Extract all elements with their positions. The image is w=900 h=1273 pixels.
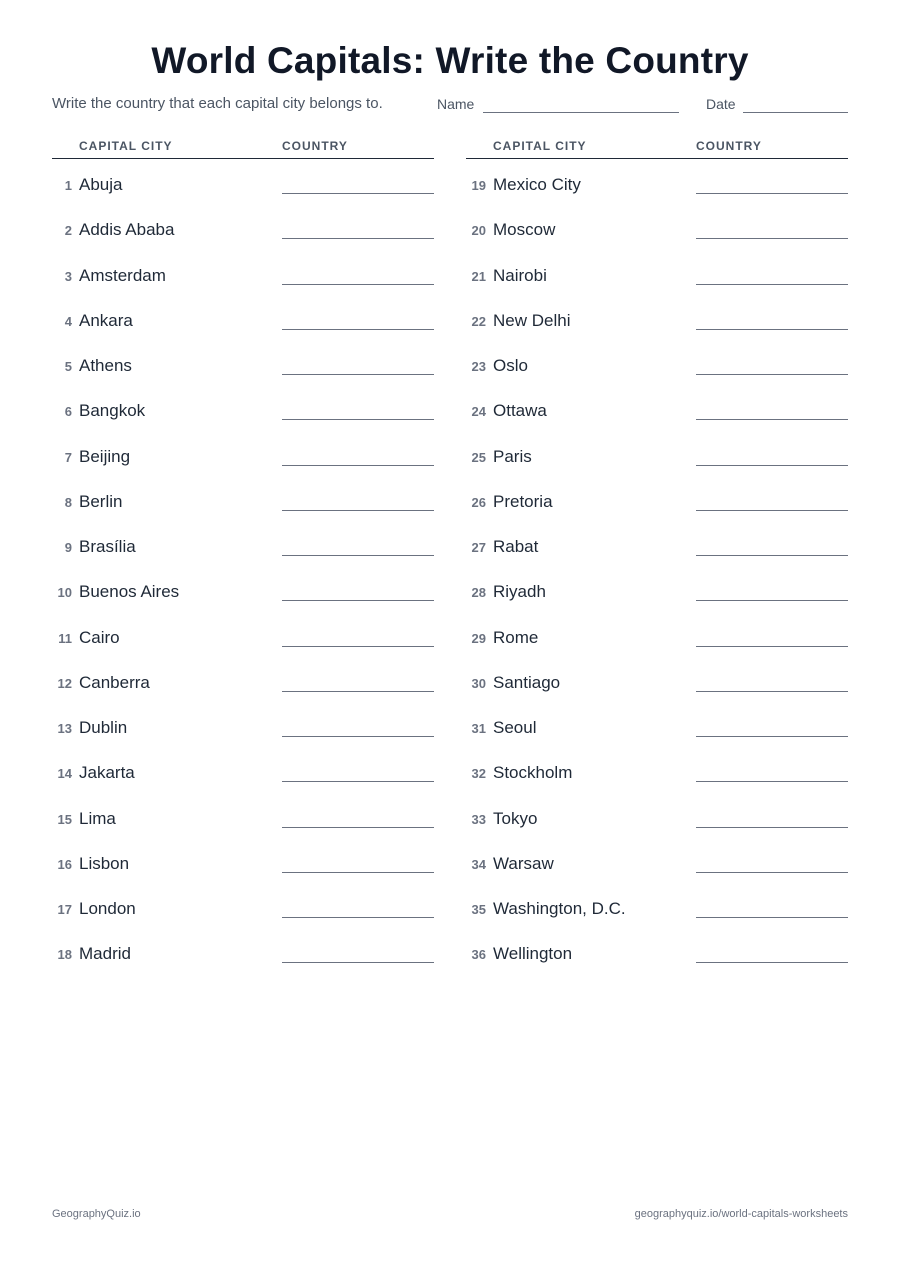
item-number: 22 [471,313,486,329]
item-number: 28 [471,585,486,601]
worksheet-row [52,566,434,611]
worksheet-row [52,747,434,792]
capital-city: Tokyo [493,808,538,828]
capital-city: Wellington [493,944,573,964]
country-header: COUNTRY [696,139,762,153]
capital-city: Nairobi [493,265,547,285]
page-title: World Capitals: Write the Country [151,40,749,81]
item-number: 26 [471,494,486,510]
country-answer-line[interactable] [696,691,848,692]
right-rows [466,159,848,974]
worksheet-row [52,883,434,928]
worksheet-row [52,204,434,249]
country-answer-line[interactable] [282,284,434,285]
capital-city: Ankara [79,310,133,330]
item-number: 11 [58,630,72,646]
capital-city: Moscow [493,220,556,240]
worksheet-row [466,702,848,747]
country-answer-line[interactable] [282,600,434,601]
worksheet-row [466,385,848,430]
country-answer-line[interactable] [696,736,848,737]
country-answer-line[interactable] [696,419,848,420]
worksheet-row [466,793,848,838]
item-number: 36 [471,947,486,963]
item-number: 13 [57,721,72,736]
item-number: 2 [64,223,72,239]
capital-city: Bangkok [79,401,146,421]
country-answer-line[interactable] [282,193,434,194]
worksheet-row [52,702,434,747]
capital-city-header: CAPITAL CITY [493,139,587,153]
item-number: 25 [471,449,486,465]
worksheet-row [466,204,848,249]
worksheet-row [52,159,434,204]
item-number: 35 [471,902,486,917]
capital-city: New Delhi [493,310,571,330]
item-number: 33 [471,811,486,827]
country-answer-line[interactable] [696,374,848,375]
item-number: 17 [57,902,72,917]
capital-city-header: CAPITAL CITY [79,139,173,153]
capital-city: Lisbon [79,853,130,873]
item-number: 34 [471,856,486,872]
item-number: 5 [64,359,72,374]
worksheet-row [52,838,434,883]
item-number: 32 [471,766,486,782]
capital-city: Rome [493,627,539,647]
worksheet-row [52,340,434,385]
country-answer-line[interactable] [282,736,434,737]
item-number: 7 [64,449,72,465]
right-column-header [466,138,848,159]
country-answer-line[interactable] [282,329,434,330]
item-number: 30 [471,675,486,691]
country-answer-line[interactable] [696,872,848,873]
country-header: COUNTRY [282,139,348,153]
item-number: 31 [471,721,486,736]
worksheet-row [466,250,848,295]
capital-city: Washington, D.C. [493,899,626,918]
item-number: 14 [57,766,72,782]
date-field-line[interactable] [743,112,848,113]
country-answer-line[interactable] [696,781,848,782]
capital-city: Buenos Aires [79,582,180,602]
capital-city: Rabat [493,537,539,556]
item-number: 19 [471,178,486,193]
item-number: 27 [471,540,486,555]
left-column [52,138,434,974]
worksheet-row [52,385,434,430]
capital-city: Warsaw [493,853,554,873]
capital-city: Jakarta [79,763,135,783]
worksheet-row [466,295,848,340]
worksheet-row [466,521,848,566]
item-number: 8 [64,494,72,510]
capital-city: Athens [79,356,132,375]
footer-brand: GeographyQuiz.io [52,1208,141,1220]
worksheet-row [466,566,848,611]
country-answer-line[interactable] [282,962,434,963]
country-answer-line[interactable] [696,284,848,285]
item-number: 1 [64,178,72,193]
worksheet-row [466,838,848,883]
worksheet-row [466,612,848,657]
country-answer-line[interactable] [696,646,848,647]
worksheet-row [466,340,848,385]
instructions: Write the country that each capital city belongs to. [52,95,383,112]
country-answer-line[interactable] [282,555,434,556]
left-column-header [52,138,434,159]
capital-city: Beijing [79,446,131,466]
country-answer-line[interactable] [282,646,434,647]
item-number: 18 [57,947,72,963]
worksheet-row [466,431,848,476]
worksheet-row [52,476,434,521]
capital-city: Lima [79,808,116,828]
country-answer-line[interactable] [282,781,434,782]
footer-url: geographyquiz.io/world-capitals-worksheets [634,1208,848,1220]
worksheet-row [52,521,434,566]
item-number: 9 [64,540,72,555]
capital-city: Pretoria [493,491,553,511]
country-answer-line[interactable] [696,510,848,511]
item-number: 15 [57,811,72,827]
item-number: 4 [64,313,72,329]
worksheet-row [52,250,434,295]
country-answer-line[interactable] [282,872,434,873]
item-number: 12 [57,675,72,691]
capital-city: Mexico City [493,175,581,194]
worksheet-row [466,657,848,702]
country-answer-line[interactable] [696,600,848,601]
worksheet-row [466,476,848,521]
item-number: 23 [471,359,486,374]
country-answer-line[interactable] [696,193,848,194]
worksheet-row [466,928,848,973]
capital-city: Riyadh [493,582,546,602]
country-answer-line[interactable] [282,827,434,828]
item-number: 16 [57,856,72,872]
left-rows [52,159,434,974]
capital-city: Oslo [493,356,528,375]
worksheet-row [52,793,434,838]
right-column [466,138,848,974]
country-answer-line[interactable] [282,510,434,511]
capital-city: Madrid [79,944,131,964]
capital-city: Seoul [493,718,537,737]
country-answer-line[interactable] [282,238,434,239]
worksheet-row [52,657,434,702]
worksheet-row [466,747,848,792]
item-number: 3 [64,268,72,284]
worksheet-row [52,612,434,657]
capital-city: London [79,899,136,918]
worksheet-row [52,431,434,476]
capital-city: Brasília [79,537,136,556]
item-number: 6 [64,404,72,420]
country-answer-line[interactable] [282,374,434,375]
capital-city: Canberra [79,672,150,692]
date-label: Date [706,96,736,112]
capital-city: Abuja [79,175,123,194]
country-answer-line[interactable] [282,465,434,466]
country-answer-line[interactable] [696,962,848,963]
country-answer-line[interactable] [696,465,848,466]
country-answer-line[interactable] [696,827,848,828]
country-answer-line[interactable] [282,917,434,918]
item-number: 24 [471,404,486,420]
country-answer-line[interactable] [696,238,848,239]
capital-city: Dublin [79,718,128,737]
country-answer-line[interactable] [696,329,848,330]
country-answer-line[interactable] [696,555,848,556]
item-number: 29 [471,630,486,646]
worksheet-row [466,883,848,928]
worksheet-row [52,928,434,973]
country-answer-line[interactable] [696,917,848,918]
capital-city: Addis Ababa [79,220,175,240]
name-label: Name [437,96,475,112]
country-answer-line[interactable] [282,419,434,420]
item-number: 10 [57,585,72,601]
capital-city: Paris [493,446,532,466]
capital-city: Stockholm [493,763,573,783]
worksheet-row [466,159,848,204]
capital-city: Amsterdam [79,265,166,285]
worksheet-row [52,295,434,340]
country-answer-line[interactable] [282,691,434,692]
capital-city: Berlin [79,491,123,511]
capital-city: Santiago [493,672,561,692]
name-field-line[interactable] [483,112,679,113]
capital-city: Ottawa [493,401,547,421]
item-number: 21 [471,268,486,284]
capital-city: Cairo [79,627,120,647]
item-number: 20 [471,223,486,239]
